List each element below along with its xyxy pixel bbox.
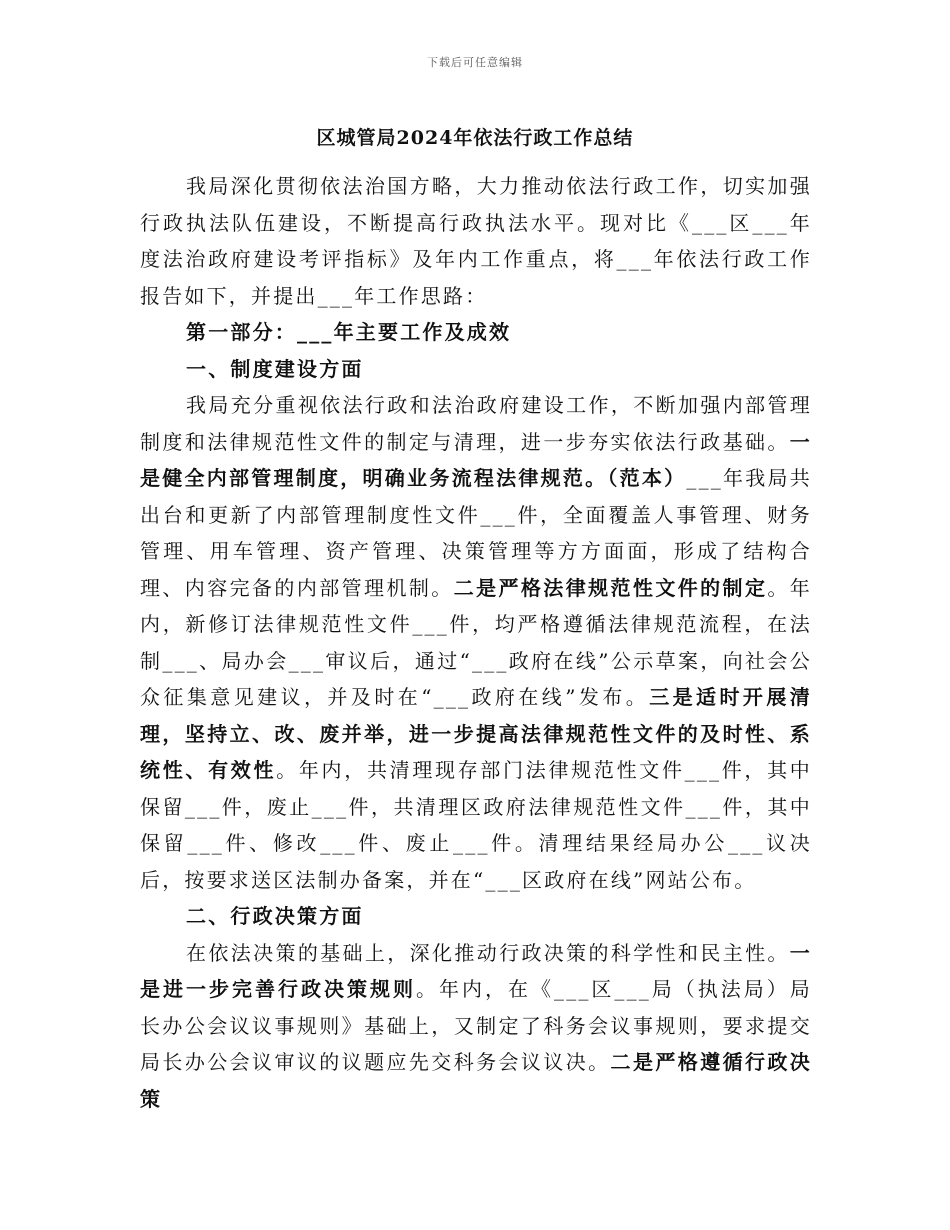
document-title: 区城管局2024年依法行政工作总结 <box>316 127 634 149</box>
part1-heading: 第一部分：___年主要工作及成效 <box>186 320 512 344</box>
s2-bold-1: 一是进一步完善行政决策规则 <box>140 940 812 1001</box>
s1-bold-2: 二是严格法律规范性文件的制定 <box>453 575 768 600</box>
section2-paragraph <box>140 935 812 1118</box>
intro-paragraph: 我局深化贯彻依法治国方略，大力推动依法行政工作，切实加强行政执法队伍建设，不断提高行政执法水平。现对比《___区___年度法治政府建设考评指标》及年内工作重点，将___年依法行政工作报告如下，并提出___年工作思路： <box>140 174 812 308</box>
s2-text-2: 。年内，在《___区___局（执法局）局长办公会议议事规则》基础上，又制定了科务会议事规则，要求提交局长办公会议审议的议题应先交科务会议议决。 <box>140 977 812 1074</box>
s1-bold-1: 一是健全内部管理制度，明确业务流程法律规范。（范本） <box>140 429 812 490</box>
s1-bold-3: 三是适时开展清理，坚持立、改、废并举，进一步提高法律规范性文件的及时性、系统性、有效性 <box>140 685 812 782</box>
section1-paragraph <box>140 387 812 898</box>
s1-text-1: 我局充分重视依法行政和法治政府建设工作，不断加强内部管理制度和法律规范性文件的制定与清理，进一步夯实依法行政基础。 <box>140 393 812 454</box>
s1-text-3: 。年内，新修订法律规范性文件___件，均严格遵循法律规范流程，在法制___、局办会___审议后，通过“___政府在线”公示草案，向社会公众征集意见建议，并及时在“___政府在线”发布。 <box>140 575 812 709</box>
section1-heading: 一、制度建设方面 <box>186 356 364 381</box>
header-note: 下载后可任意编辑 <box>427 56 523 69</box>
s2-text-1: 在依法决策的基础上，深化推动行政决策的科学性和民主性。 <box>186 940 790 965</box>
document-body <box>140 168 812 1117</box>
s1-text-4: 。年内，共清理现存部门法律规范性文件___件，其中保留___件，废止___件，共清理区政府法律规范性文件___件，其中保留___件、修改___件、废止___件。清理结果经局办公___议决后，按要求送区法制办备案，并在“___区政府在线”网站公布。 <box>140 758 813 892</box>
s1-text-2: ___年我局共出台和更新了内部管理制度性文件___件，全面覆盖人事管理、财务管理、用车管理、资产管理、决策管理等方方面面，形成了结构合理、内容完备的内部管理机制。 <box>140 466 812 600</box>
s2-bold-2: 二是严格遵循行政决策 <box>140 1050 812 1111</box>
section2-heading: 二、行政决策方面 <box>186 904 364 928</box>
